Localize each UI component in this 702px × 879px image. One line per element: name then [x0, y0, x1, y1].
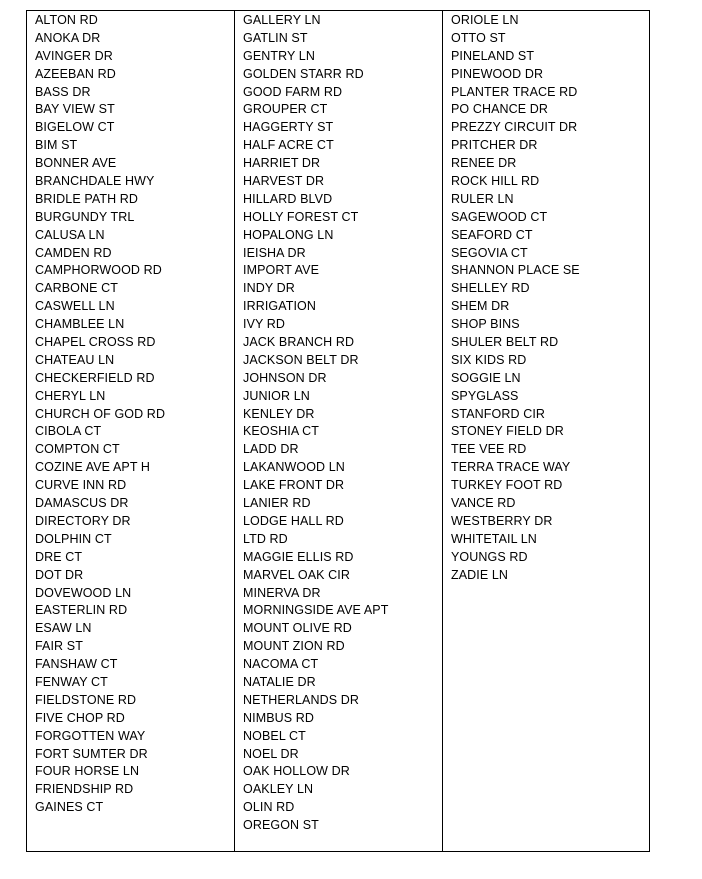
street-name-item: CASWELL LN	[35, 299, 115, 314]
street-name-item: JACKSON BELT DR	[243, 352, 359, 367]
street-name-item: ESAW LN	[35, 621, 92, 636]
street-name-item: HOPALONG LN	[243, 227, 334, 242]
street-name-item: CARBONE CT	[35, 281, 118, 296]
street-name-item: BURGUNDY TRL	[35, 209, 135, 224]
street-name-item: WESTBERRY DR	[451, 513, 553, 528]
street-name-item: NETHERLANDS DR	[243, 692, 359, 707]
street-name-item: NATALIE DR	[243, 674, 316, 689]
street-name-item: GATLIN ST	[243, 30, 308, 45]
street-name-item: AZEEBAN RD	[35, 66, 116, 81]
street-name-item: BIGELOW CT	[35, 120, 115, 135]
street-name-item: SHELLEY RD	[451, 281, 530, 296]
street-name-item: PREZZY CIRCUIT DR	[451, 120, 578, 135]
street-name-item: NOEL DR	[243, 746, 299, 761]
street-name-item: SHOP BINS	[451, 317, 520, 332]
street-name-item: NOBEL CT	[243, 728, 306, 743]
street-name-item: ANOKA DR	[35, 30, 101, 45]
street-name-item: GOLDEN STARR RD	[243, 66, 364, 81]
street-name-item: LODGE HALL RD	[243, 513, 344, 528]
street-name-item: CAMDEN RD	[35, 245, 112, 260]
street-name-item: ORIOLE LN	[451, 13, 519, 27]
street-name-item: CHATEAU LN	[35, 352, 115, 367]
street-column-2	[235, 11, 443, 851]
street-name-item: DIRECTORY DR	[35, 513, 131, 528]
street-name-item: JUNIOR LN	[243, 388, 310, 403]
street-name-item: OAKLEY LN	[243, 782, 314, 797]
street-name-item: PO CHANCE DR	[451, 102, 549, 117]
street-name-item: SHEM DR	[451, 299, 510, 314]
street-name-item: CHAMBLEE LN	[35, 317, 125, 332]
street-name-item: NIMBUS RD	[243, 710, 315, 725]
street-name-item: PRITCHER DR	[451, 138, 538, 153]
street-name-item: OLIN RD	[243, 800, 295, 815]
street-name-item: GALLERY LN	[243, 13, 321, 27]
street-name-item: TERRA TRACE WAY	[451, 460, 571, 475]
street-name-item: GAINES CT	[35, 800, 104, 815]
street-name-item: JACK BRANCH RD	[243, 335, 355, 350]
street-name-item: CHERYL LN	[35, 388, 106, 403]
street-name-item: BRANCHDALE HWY	[35, 174, 155, 189]
street-name-item: FANSHAW CT	[35, 657, 118, 672]
street-name-item: BIM ST	[35, 138, 78, 153]
street-name-item: FORT SUMTER DR	[35, 746, 148, 761]
street-name-item: CHECKERFIELD RD	[35, 370, 155, 385]
street-name-item: INDY DR	[243, 281, 295, 296]
street-column-1	[27, 11, 235, 851]
street-name-item: AVINGER DR	[35, 48, 113, 63]
street-name-item: ZADIE LN	[451, 567, 509, 582]
street-name-item: CHURCH OF GOD RD	[35, 406, 166, 421]
street-column-3	[443, 11, 649, 851]
street-name-item: OREGON ST	[243, 818, 319, 833]
street-name-item: FRIENDSHIP RD	[35, 782, 134, 797]
street-name-item: IVY RD	[243, 317, 286, 332]
street-name-item: PINELAND ST	[451, 48, 535, 63]
street-name-item: IMPORT AVE	[243, 263, 320, 278]
street-name-item: HARRIET DR	[243, 156, 321, 171]
street-name-item: FIVE CHOP RD	[35, 710, 125, 725]
street-name-item: BRIDLE PATH RD	[35, 191, 139, 206]
street-name-item: COMPTON CT	[35, 442, 120, 457]
street-name-item: DRE CT	[35, 549, 83, 564]
street-name-item: ALTON RD	[35, 13, 98, 27]
street-name-item: TURKEY FOOT RD	[451, 478, 563, 493]
street-name-item: MAGGIE ELLIS RD	[243, 549, 354, 564]
street-name-item: LANIER RD	[243, 496, 311, 511]
street-name-item: PLANTER TRACE RD	[451, 84, 578, 99]
street-name-item: MINERVA DR	[243, 585, 321, 600]
street-name-item: LAKE FRONT DR	[243, 478, 345, 493]
street-name-item: MOUNT OLIVE RD	[243, 621, 352, 636]
street-name-item: VANCE RD	[451, 496, 516, 511]
street-name-item: IRRIGATION	[243, 299, 316, 314]
street-name-item: MARVEL OAK CIR	[243, 567, 350, 582]
street-name-item: TEE VEE RD	[451, 442, 527, 457]
street-name-item: EASTERLIN RD	[35, 603, 128, 618]
street-name-item: CURVE INN RD	[35, 478, 127, 493]
street-name-item: LTD RD	[243, 531, 288, 546]
street-name-item: LAKANWOOD LN	[243, 460, 345, 475]
street-name-item: MORNINGSIDE AVE APT	[243, 603, 389, 618]
street-name-item: LADD DR	[243, 442, 299, 457]
street-name-item: YOUNGS RD	[451, 549, 528, 564]
street-name-item: OAK HOLLOW DR	[243, 764, 350, 779]
street-name-item: PINEWOOD DR	[451, 66, 544, 81]
street-name-item: GENTRY LN	[243, 48, 315, 63]
street-name-item: BASS DR	[35, 84, 91, 99]
street-name-item: BONNER AVE	[35, 156, 117, 171]
street-name-item: DOVEWOOD LN	[35, 585, 132, 600]
street-name-item: SHANNON PLACE SE	[451, 263, 580, 278]
street-name-item: STONEY FIELD DR	[451, 424, 564, 439]
street-name-item: SIX KIDS RD	[451, 352, 527, 367]
street-name-item: CALUSA LN	[35, 227, 105, 242]
street-name-item: SEGOVIA CT	[451, 245, 528, 260]
street-name-item: HILLARD BLVD	[243, 191, 333, 206]
street-name-item: RENEE DR	[451, 156, 517, 171]
street-name-item: DOT DR	[35, 567, 84, 582]
street-name-item: HALF ACRE CT	[243, 138, 334, 153]
street-name-item: KEOSHIA CT	[243, 424, 320, 439]
street-name-item: SOGGIE LN	[451, 370, 521, 385]
street-name-item: GOOD FARM RD	[243, 84, 343, 99]
street-name-item: ROCK HILL RD	[451, 174, 540, 189]
street-name-item: OTTO ST	[451, 30, 506, 45]
street-name-item: FORGOTTEN WAY	[35, 728, 146, 743]
street-name-table	[26, 10, 650, 852]
street-name-item: FIELDSTONE RD	[35, 692, 137, 707]
street-name-item: HARVEST DR	[243, 174, 325, 189]
street-name-item: MOUNT ZION RD	[243, 639, 345, 654]
street-name-item: KENLEY DR	[243, 406, 315, 421]
street-name-item: RULER LN	[451, 191, 514, 206]
street-name-item: DAMASCUS DR	[35, 496, 129, 511]
street-name-item: SEAFORD CT	[451, 227, 533, 242]
street-name-item: GROUPER CT	[243, 102, 328, 117]
street-name-item: BAY VIEW ST	[35, 102, 115, 117]
street-name-item: SHULER BELT RD	[451, 335, 559, 350]
street-name-item: FOUR HORSE LN	[35, 764, 140, 779]
street-name-item: HOLLY FOREST CT	[243, 209, 359, 224]
street-name-item: COZINE AVE APT H	[35, 460, 151, 475]
street-name-item: DOLPHIN CT	[35, 531, 112, 546]
street-name-item: IEISHA DR	[243, 245, 306, 260]
street-name-item: HAGGERTY ST	[243, 120, 334, 135]
street-name-item: WHITETAIL LN	[451, 531, 537, 546]
street-name-item: CAMPHORWOOD RD	[35, 263, 162, 278]
street-name-item: SAGEWOOD CT	[451, 209, 548, 224]
street-name-item: JOHNSON DR	[243, 370, 327, 385]
street-name-item: CIBOLA CT	[35, 424, 102, 439]
street-name-item: NACOMA CT	[243, 657, 319, 672]
street-name-item: SPYGLASS	[451, 388, 519, 403]
street-name-item: CHAPEL CROSS RD	[35, 335, 156, 350]
street-name-item: FAIR ST	[35, 639, 83, 654]
street-name-item: STANFORD CIR	[451, 406, 546, 421]
street-name-item: FENWAY CT	[35, 674, 108, 689]
